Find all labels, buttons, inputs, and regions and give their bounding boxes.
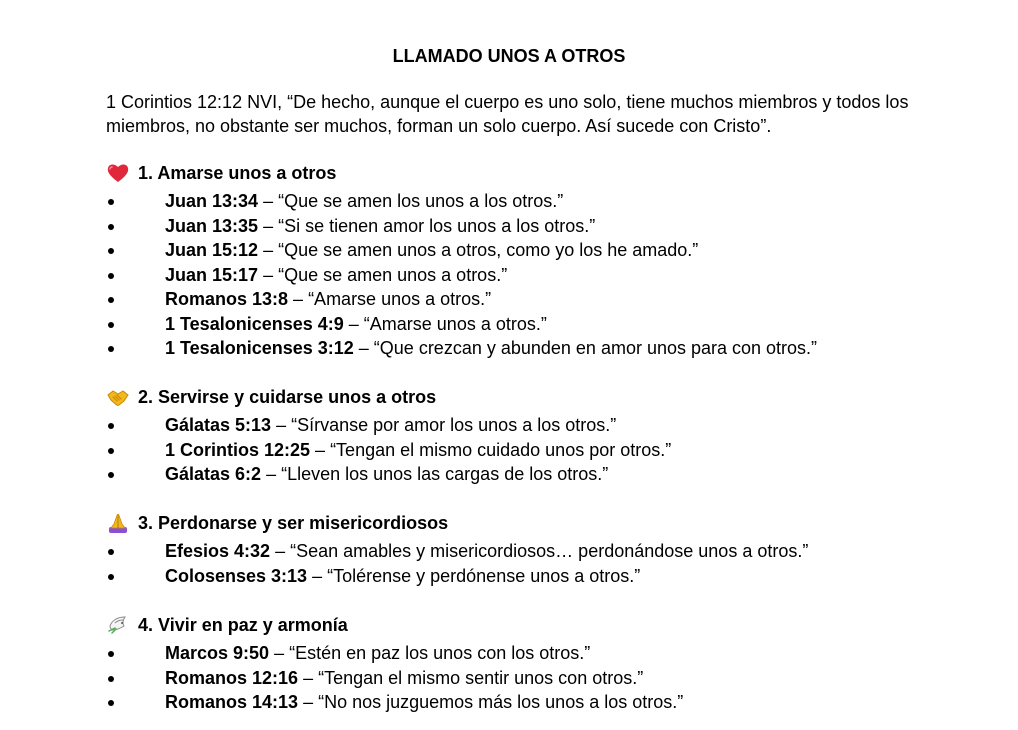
- bullet-icon: [108, 574, 114, 580]
- dash-separator: –: [258, 264, 279, 285]
- section-heading-label: 4. Vivir en paz y armonía: [138, 615, 348, 635]
- verse-reference: Juan 15:12: [165, 240, 259, 260]
- verse-reference: Gálatas 6:2: [165, 464, 262, 484]
- verse-quote: “Sírvanse por amor los unos a los otros.”: [291, 415, 617, 435]
- verse-quote: “Lleven los unos las cargas de los otros.”: [281, 464, 609, 484]
- section-serve: [106, 385, 966, 487]
- list-item: [106, 666, 966, 691]
- verse-reference: Marcos 9:50: [165, 643, 270, 663]
- dash-separator: –: [288, 289, 309, 309]
- section-heading: [106, 613, 966, 637]
- dash-separator: –: [258, 240, 279, 260]
- verse-reference: Romanos 12:16: [165, 667, 299, 688]
- section-heading-label: 3. Perdonarse y ser misericordiosos: [138, 513, 449, 533]
- verse-reference: 1 Corintios 12:25: [165, 439, 311, 460]
- verse-quote: “Tengan el mismo sentir unos con otros.”: [318, 667, 644, 688]
- verse-reference: 1 Tesalonicenses 4:9: [165, 313, 344, 334]
- bullet-icon: [108, 248, 114, 254]
- bullet-icon: [108, 549, 114, 555]
- list-item: [106, 189, 966, 214]
- reference-list: [106, 413, 966, 487]
- section-heading: [106, 161, 966, 185]
- praying-hands-icon: [106, 512, 130, 534]
- verse-reference: Gálatas 5:13: [165, 415, 272, 435]
- list-item: [106, 462, 966, 487]
- dash-separator: –: [270, 541, 291, 561]
- bullet-icon: [108, 199, 114, 205]
- bullet-icon: [108, 423, 114, 429]
- verse-quote: “Tolérense y perdónense unos a otros.”: [327, 565, 641, 586]
- reference-list: [106, 641, 966, 715]
- section-peace: [106, 613, 966, 715]
- verse-quote: “Estén en paz los unos con los otros.”: [289, 643, 591, 663]
- intro-verse: 1 Corintios 12:12 NVI, “De hecho, aunque el cuerpo es uno solo, tiene muchos miembros y todos los miembros, no obstante ser muchos, forman un solo cuerpo. Así sucede con Cristo”.: [106, 92, 909, 136]
- verse-quote: “Que se amen unos a otros.”: [278, 264, 508, 285]
- dash-separator: –: [298, 667, 319, 688]
- verse-reference: Colosenses 3:13: [165, 565, 308, 586]
- list-item: [106, 539, 966, 564]
- list-item: [106, 564, 966, 589]
- verse-reference: Juan 13:35: [165, 215, 259, 236]
- document-title: LLAMADO UNOS A OTROS: [392, 46, 626, 66]
- verse-reference: Romanos 13:8: [165, 289, 289, 309]
- verse-quote: “Que crezcan y abunden en amor unos para con otros.”: [373, 338, 818, 358]
- handshake-icon: [106, 386, 130, 408]
- verse-reference: Juan 15:17: [165, 264, 259, 285]
- section-forgive: [106, 511, 966, 588]
- verse-quote: “Amarse unos a otros.”: [363, 313, 547, 334]
- bullet-icon: [108, 322, 114, 328]
- dash-separator: –: [310, 439, 331, 460]
- verse-quote: “Sean amables y misericordiosos… perdonándose unos a otros.”: [290, 541, 809, 561]
- section-heading: [106, 385, 966, 409]
- bullet-icon: [108, 346, 114, 352]
- bullet-icon: [108, 700, 114, 706]
- section-heading-label: 1. Amarse unos a otros: [138, 163, 337, 183]
- list-item: [106, 263, 966, 288]
- bullet-icon: [108, 676, 114, 682]
- dove-icon: [106, 614, 130, 636]
- list-item: [106, 413, 966, 438]
- verse-reference: Efesios 4:32: [165, 541, 271, 561]
- verse-quote: “Tengan el mismo cuidado unos por otros.”: [330, 439, 672, 460]
- dash-separator: –: [258, 215, 279, 236]
- dash-separator: –: [298, 692, 319, 712]
- bullet-icon: [108, 297, 114, 303]
- dash-separator: –: [271, 415, 292, 435]
- bullet-icon: [108, 448, 114, 454]
- dash-separator: –: [343, 313, 364, 334]
- reference-list: [106, 189, 966, 361]
- verse-reference: Romanos 14:13: [165, 692, 299, 712]
- verse-quote: “Que se amen unos a otros, como yo los he amado.”: [278, 240, 699, 260]
- list-item: [106, 690, 966, 715]
- verse-reference: Juan 13:34: [165, 191, 259, 211]
- verse-quote: “Si se tienen amor los unos a los otros.”: [278, 215, 596, 236]
- dash-separator: –: [307, 565, 328, 586]
- reference-list: [106, 539, 966, 588]
- dash-separator: –: [261, 464, 282, 484]
- list-item: [106, 287, 966, 312]
- list-item: [106, 312, 966, 337]
- list-item: [106, 438, 966, 463]
- list-item: [106, 238, 966, 263]
- dash-separator: –: [258, 191, 279, 211]
- list-item: [106, 336, 966, 361]
- bullet-icon: [108, 224, 114, 230]
- verse-quote: “Amarse unos a otros.”: [308, 289, 492, 309]
- bullet-icon: [108, 472, 114, 478]
- dash-separator: –: [353, 338, 374, 358]
- dash-separator: –: [269, 643, 290, 663]
- list-item: [106, 214, 966, 239]
- section-heading: [106, 511, 966, 535]
- list-item: [106, 641, 966, 666]
- heart-icon: [106, 162, 130, 184]
- verse-quote: “No nos juzguemos más los unos a los otros.”: [318, 692, 684, 712]
- bullet-icon: [108, 273, 114, 279]
- verse-quote: “Que se amen los unos a los otros.”: [278, 191, 564, 211]
- verse-reference: 1 Tesalonicenses 3:12: [165, 338, 354, 358]
- section-heading-label: 2. Servirse y cuidarse unos a otros: [138, 387, 437, 407]
- bullet-icon: [108, 651, 114, 657]
- section-love: [106, 161, 966, 361]
